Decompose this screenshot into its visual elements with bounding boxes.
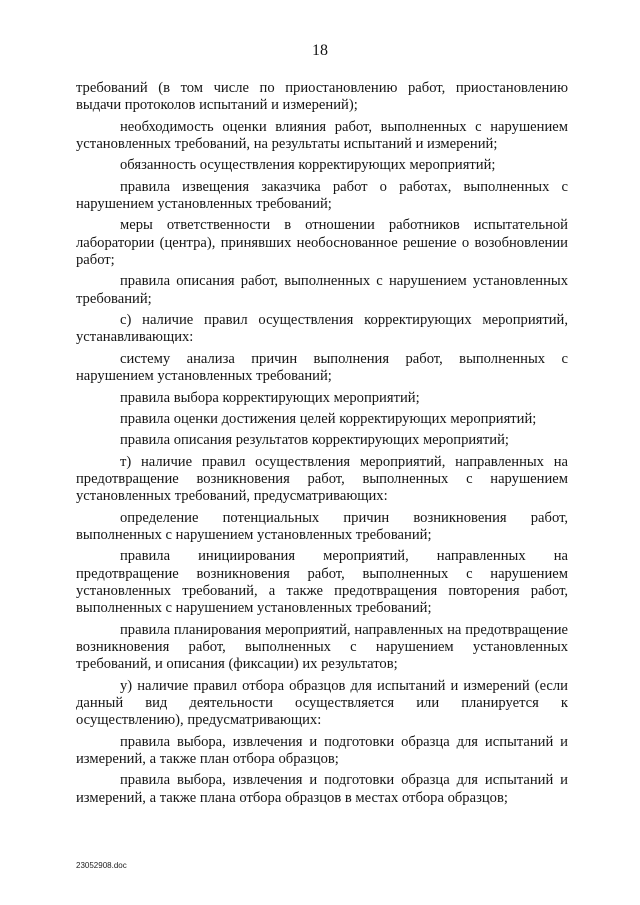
paragraph: меры ответственности в отношении работников испытательной лаборатории (центра), принявших необоснованное решение о возобновлении работ;	[76, 217, 568, 269]
paragraph: т) наличие правил осуществления мероприятий, направленных на предотвращение возникновения работ, выполненных с нарушением установленных требований, предусматривающих:	[76, 453, 568, 505]
paragraph: необходимость оценки влияния работ, выполненных с нарушением установленных требований, на результаты испытаний и измерений;	[76, 118, 568, 153]
paragraph: обязанность осуществления корректирующих мероприятий;	[120, 157, 496, 174]
paragraph: правила описания работ, выполненных с нарушением установленных требований;	[76, 273, 568, 307]
page-number: 18	[312, 42, 328, 59]
paragraph: правила планирования мероприятий, направленных на предотвращение возникновения работ, выполненных с нарушением установленных требований, и описания (фиксации) их результатов;	[76, 621, 568, 673]
paragraph: правила выбора, извлечения и подготовки образца для испытаний и измерений, а также план отбора образцов;	[76, 733, 568, 768]
paragraph: систему анализа причин выполнения работ, выполненных с нарушением установленных требований;	[76, 350, 568, 385]
paragraph: требований (в том числе по приостановлению работ, приостановлению выдачи протоколов испытаний и измерений);	[76, 80, 568, 114]
paragraph: с) наличие правил осуществления корректирующих мероприятий, устанавливающих:	[76, 312, 568, 346]
document-body	[76, 80, 568, 811]
footer-filename: 23052908.doc	[76, 861, 127, 870]
paragraph: правила выбора, извлечения и подготовки образца для испытаний и измерений, а также плана отбора образцов в местах отбора образцов;	[76, 772, 568, 806]
paragraph: правила инициирования мероприятий, направленных на предотвращение возникновения работ, выполненных с нарушением установленных требований, а также предотвращения повторения работ, выполненных с нарушением установленных требований;	[76, 548, 568, 617]
paragraph: правила описания результатов корректирующих мероприятий;	[120, 432, 509, 449]
paragraph: правила извещения заказчика работ о работах, выполненных с нарушением установленных требований;	[76, 178, 568, 213]
paragraph: правила оценки достижения целей корректирующих мероприятий;	[120, 410, 537, 427]
paragraph: у) наличие правил отбора образцов для испытаний и измерений (если данный вид деятельности осуществляется или планируется к осуществлению), предусматривающих:	[76, 677, 568, 729]
paragraph: правила выбора корректирующих мероприятий;	[120, 389, 420, 406]
paragraph: определение потенциальных причин возникновения работ, выполненных с нарушением установленных требований;	[76, 509, 568, 543]
